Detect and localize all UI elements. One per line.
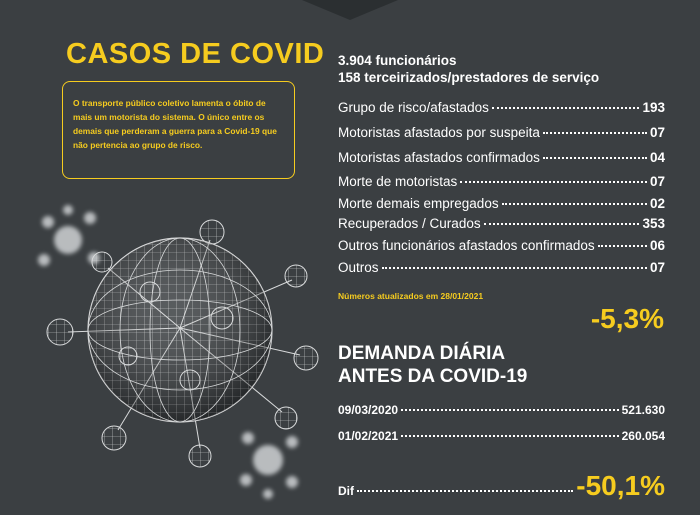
stat-row — [338, 260, 665, 280]
stat-label: Grupo de risco/afastados — [338, 100, 489, 115]
stat-label: Motoristas afastados confirmados — [338, 150, 540, 165]
virus-illustration — [0, 180, 340, 515]
dot-leader — [484, 223, 640, 225]
employees-count: 3.904 funcionários — [338, 53, 457, 68]
contractors-count: 158 terceirizados/prestadores de serviço — [338, 70, 600, 85]
dot-leader — [460, 181, 647, 183]
stat-row — [338, 150, 665, 170]
stat-row — [338, 125, 665, 145]
demand-row — [338, 429, 665, 449]
stat-value: 04 — [649, 150, 665, 165]
dif-label: Dif — [338, 484, 354, 498]
dot-leader — [598, 245, 647, 247]
dif-value: -50,1% — [576, 470, 665, 501]
demand-value: 521.630 — [621, 403, 665, 417]
stat-row — [338, 174, 665, 194]
blurred-virus-bottom — [240, 432, 298, 499]
dot-leader — [401, 435, 619, 437]
stat-label: Recuperados / Curados — [338, 216, 481, 231]
stat-value: 353 — [642, 216, 665, 231]
demand-date: 09/03/2020 — [338, 403, 399, 417]
dot-leader — [502, 203, 647, 205]
top-notch — [302, 0, 398, 20]
demand-title — [338, 342, 527, 388]
stat-value: 07 — [649, 125, 665, 140]
stat-label: Morte demais empregados — [338, 196, 499, 211]
stat-value: 193 — [642, 100, 665, 115]
stat-label: Motoristas afastados por suspeita — [338, 125, 540, 140]
stat-row — [338, 216, 665, 236]
demand-row — [338, 403, 665, 423]
dot-leader — [357, 490, 573, 492]
stat-value: 02 — [649, 196, 665, 211]
demand-date: 01/02/2021 — [338, 429, 399, 443]
update-note: Números atualizados em 28/01/2021 — [338, 291, 484, 301]
dot-leader — [382, 267, 647, 269]
stat-label: Outros funcionários afastados confirmados — [338, 238, 595, 253]
stat-row — [338, 238, 665, 258]
stat-value: 07 — [649, 174, 665, 189]
stat-value: 06 — [649, 238, 665, 253]
dot-leader — [492, 107, 640, 109]
stat-label: Morte de motoristas — [338, 174, 458, 189]
stat-row — [338, 100, 665, 120]
change-percentage: -5,3% — [590, 303, 664, 334]
dot-leader — [543, 132, 647, 134]
dot-leader — [401, 409, 619, 411]
stat-value: 07 — [649, 260, 665, 275]
dif-row — [338, 470, 665, 501]
blurred-virus-top-left — [38, 205, 100, 266]
demand-title-line1: DEMANDA DIÁRIA — [338, 343, 506, 364]
demand-value: 260.054 — [621, 429, 665, 443]
page-title: CASOS DE COVID — [66, 38, 325, 70]
dot-leader — [543, 157, 647, 159]
stat-label: Outros — [338, 260, 379, 275]
stat-row — [338, 196, 665, 216]
notice-box: O transporte público coletivo lamenta o óbito de mais um motorista do sistema. O único entre os demais que perderam a guerra para a Covid-19 que não pertencia ao grupo de risco. — [62, 81, 295, 179]
demand-title-line2: ANTES DA COVID-19 — [338, 366, 528, 387]
